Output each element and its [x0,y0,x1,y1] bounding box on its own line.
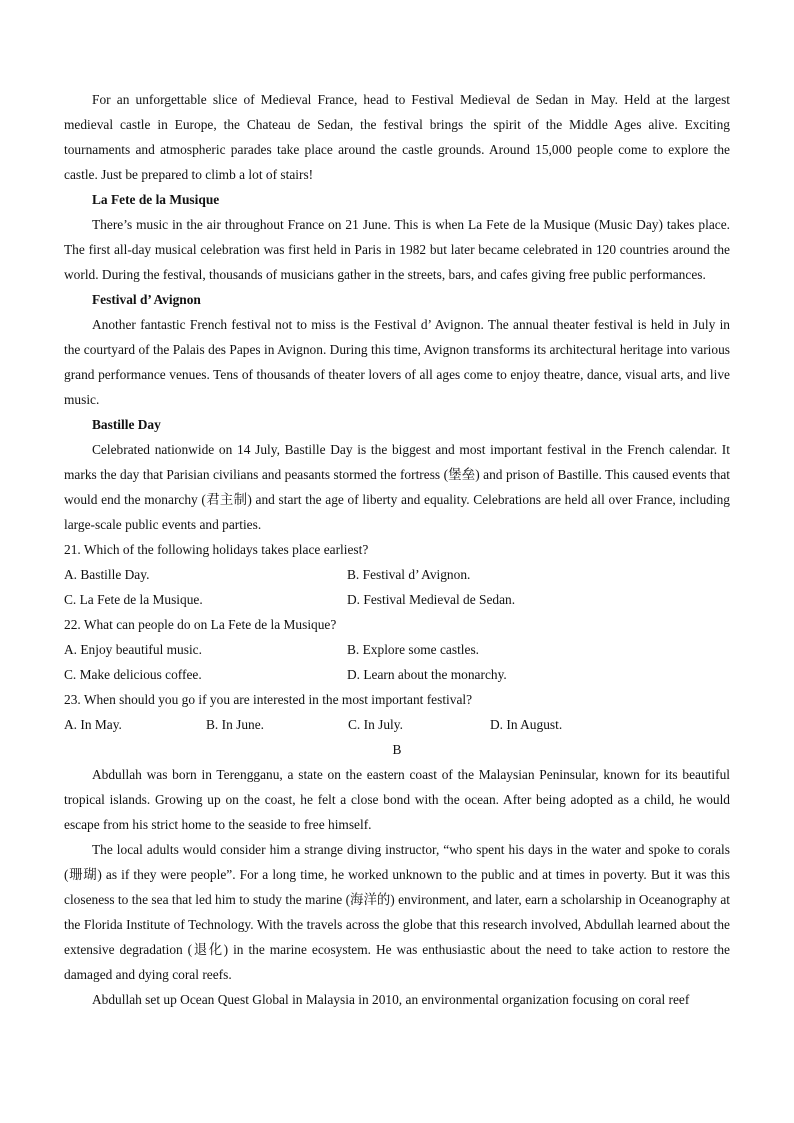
section-heading-bastille: Bastille Day [92,417,161,432]
question-21-option-b: B. Festival d’ Avignon. [347,567,471,582]
question-21-options-row-2 [64,587,730,612]
question-22-options-row-1 [64,637,730,662]
question-23-option-a: A. In May. [64,717,122,732]
question-23-option-c: C. In July. [348,717,403,732]
question-22-option-b: B. Explore some castles. [347,642,480,657]
section-heading-fete-musique: La Fete de la Musique [92,192,220,207]
question-22-option-d: D. Learn about the monarchy. [347,667,507,682]
question-22-option-c: C. Make delicious coffee. [64,667,202,682]
question-23-stem: 23. When should you go if you are interested in the most important festival? [64,692,473,707]
question-21-option-d: D. Festival Medieval de Sedan. [347,592,516,607]
intro-paragraph: For an unforgettable slice of Medieval France, head to Festival Medieval de Sedan in May. Held at the largest medieval castle in Europe, the Chateau de Sedan, the festival brings the spirit of the Middle Ages alive. Exciting tournaments and atmospheric parades take place around the castle grounds. Around 15,000 people come to explore the castle. Just be prepared to climb a lot of stairs! [64,92,730,182]
document-content [64,87,730,1012]
question-22-option-a: A. Enjoy beautiful music. [64,642,202,657]
question-23-option-b: B. In June. [206,717,265,732]
question-21-stem: 21. Which of the following holidays takes place earliest? [64,542,369,557]
section-body-avignon: Another fantastic French festival not to miss is the Festival d’ Avignon. The annual theater festival is held in July in the courtyard of the Palais des Papes in Avignon. During this time, Avignon transforms its architectural heritage into various grand performance venues. Tens of thousands of theater lovers of all ages come to enjoy theatre, dance, visual arts, and live music. [64,317,730,407]
question-23-options-row [64,712,730,737]
section-heading-avignon: Festival d’ Avignon [92,292,201,307]
question-23-option-d: D. In August. [490,717,563,732]
question-21-options-row-1 [64,562,730,587]
question-21-option-a: A. Bastille Day. [64,567,150,582]
question-21-option-c: C. La Fete de la Musique. [64,592,203,607]
question-22-stem: 22. What can people do on La Fete de la Musique? [64,617,337,632]
section-body-fete-musique: There’s music in the air throughout France on 21 June. This is when La Fete de la Musique (Music Day) takes place. The first all-day musical celebration was first held in Paris in 1982 but later became celebrated in 120 countries around the world. During the festival, thousands of musicians gather in the streets, bars, and cafes giving free public performances. [64,217,730,282]
section-b-paragraph-3: Abdullah set up Ocean Quest Global in Malaysia in 2010, an environmental organization focusing on coral reef [92,992,690,1007]
section-b-paragraph-1: Abdullah was born in Terengganu, a state on the eastern coast of the Malaysian Peninsular, known for its beautiful tropical islands. Growing up on the coast, he felt a close bond with the ocean. After being adopted as a child, he would escape from his strict home to the seaside to free himself. [64,767,730,832]
section-b-paragraph-2: The local adults would consider him a strange diving instructor, “who spent his days in the water and spoke to corals (珊瑚) as if they were people”. For a long time, he worked unknown to the public and at times in poverty. But it was this closeness to the sea that led him to study the marine (海洋的) environment, and later, earn a scholarship in Oceanography at the Florida Institute of Technology. With the travels across the globe that this research involved, Abdullah learned about the extensive degradation (退化) in the marine ecosystem. He was enthusiastic about the need to take action to restore the damaged and dying coral reefs. [64,842,730,982]
section-body-bastille: Celebrated nationwide on 14 July, Bastille Day is the biggest and most important festival in the French calendar. It marks the day that Parisian civilians and peasants stormed the fortress (堡垒) and prison of Bastille. This caused events that would end the monarchy (君主制) and start the age of liberty and equality. Celebrations are held all over France, including large-scale public events and parties. [64,442,730,532]
section-b-letter: B [392,742,402,757]
question-22-options-row-2 [64,662,730,687]
